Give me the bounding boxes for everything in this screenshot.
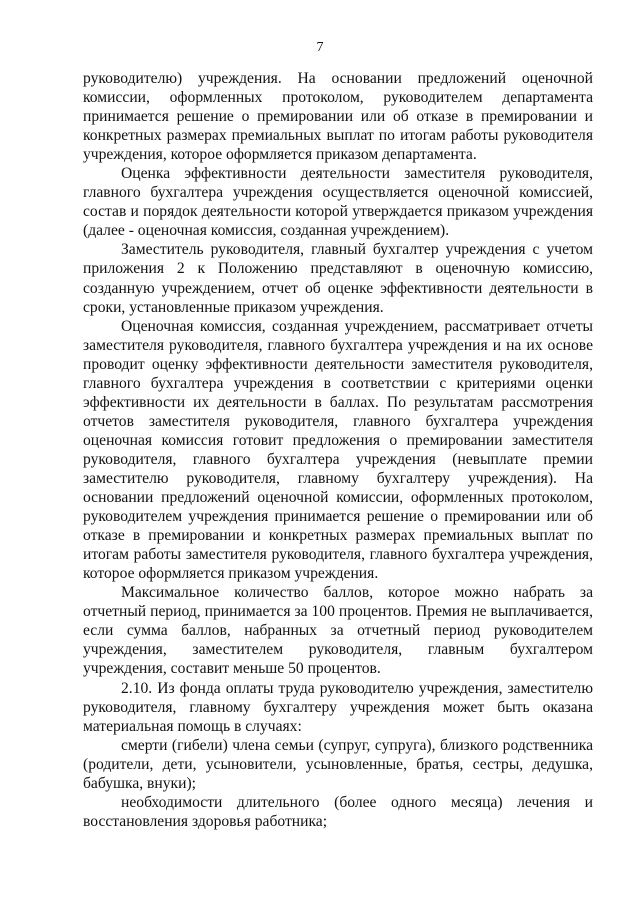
paragraph-case-treatment: необходимости длительного (более одного месяца) лечения и восстановления здоровья работника; (83, 793, 593, 830)
paragraph-max-points: Максимальное количество баллов, которое можно набрать за отчетный период, принимается за 100 процентов. Премия не выплачивается, если сумма баллов, набранных за отчетный период руководителем учреждения, заместителем руководителя, главным бухгалтером учреждения, составит меньше 50 процентов. (83, 584, 593, 678)
paragraph-deputy-evaluation: Оценка эффективности деятельности заместителя руководителя, главного бухгалтера учреждения осуществляется оценочной комиссией, состав и порядок деятельности которой утверждается приказом учреждения (далее - оценочная комиссия, созданная учреждением). (83, 165, 593, 240)
paragraph-report-submission: Заместитель руководителя, главный бухгалтер учреждения с учетом приложения 2 к Положению представляют в оценочную комиссию, созданную учреждением, отчет об оценке эффективности деятельности в сроки, установленные приказом учреждения. (83, 241, 593, 316)
paragraph-commission-review: Оценочная комиссия, созданная учреждением, рассматривает отчеты заместителя руководителя, главного бухгалтера учреждения и на их основе проводит оценку эффективности деятельности заместителя руководителя, главного бухгалтера учреждения в соответствии с критериями оценки эффективности их деятельности в баллах. По результатам рассмотрения отчетов заместителя руководителя, главного бухгалтера учреждения оценочная комиссия готовит предложения о премировании заместителя руководителя, главного бухгалтера учреждения (невыплате премии заместителю руководителя, главному бухгалтеру учреждения). На основании предложений оценочной комиссии, оформленных протоколом, руководителем учреждения принимается решение о премировании или об отказе в премировании и конкретных размерах премиальных выплат по итогам работы заместителя руководителя, главного бухгалтера учреждения, которое оформляется приказом учреждения. (83, 317, 593, 583)
document-body (83, 69, 593, 831)
page-number: 7 (316, 40, 324, 55)
paragraph-case-death: смерти (гибели) члена семьи (супруг, супруга), близкого родственника (родители, дети, усыновители, усыновленные, братья, сестры, дедушка, бабушка, внуки); (83, 736, 593, 792)
paragraph-continuation: руководителю) учреждения. На основании предложений оценочной комиссии, оформленных протоколом, руководителем департамента принимается решение о премировании или об отказе в премировании и конкретных размерах премиальных выплат по итогам работы руководителя учреждения, которое оформляется приказом департамента. (83, 70, 593, 164)
paragraph-section-2-10: 2.10. Из фонда оплаты труда руководителю учреждения, заместителю руководителя, главному бухгалтеру учреждения может быть оказана материальная помощь в случаях: (83, 679, 593, 735)
